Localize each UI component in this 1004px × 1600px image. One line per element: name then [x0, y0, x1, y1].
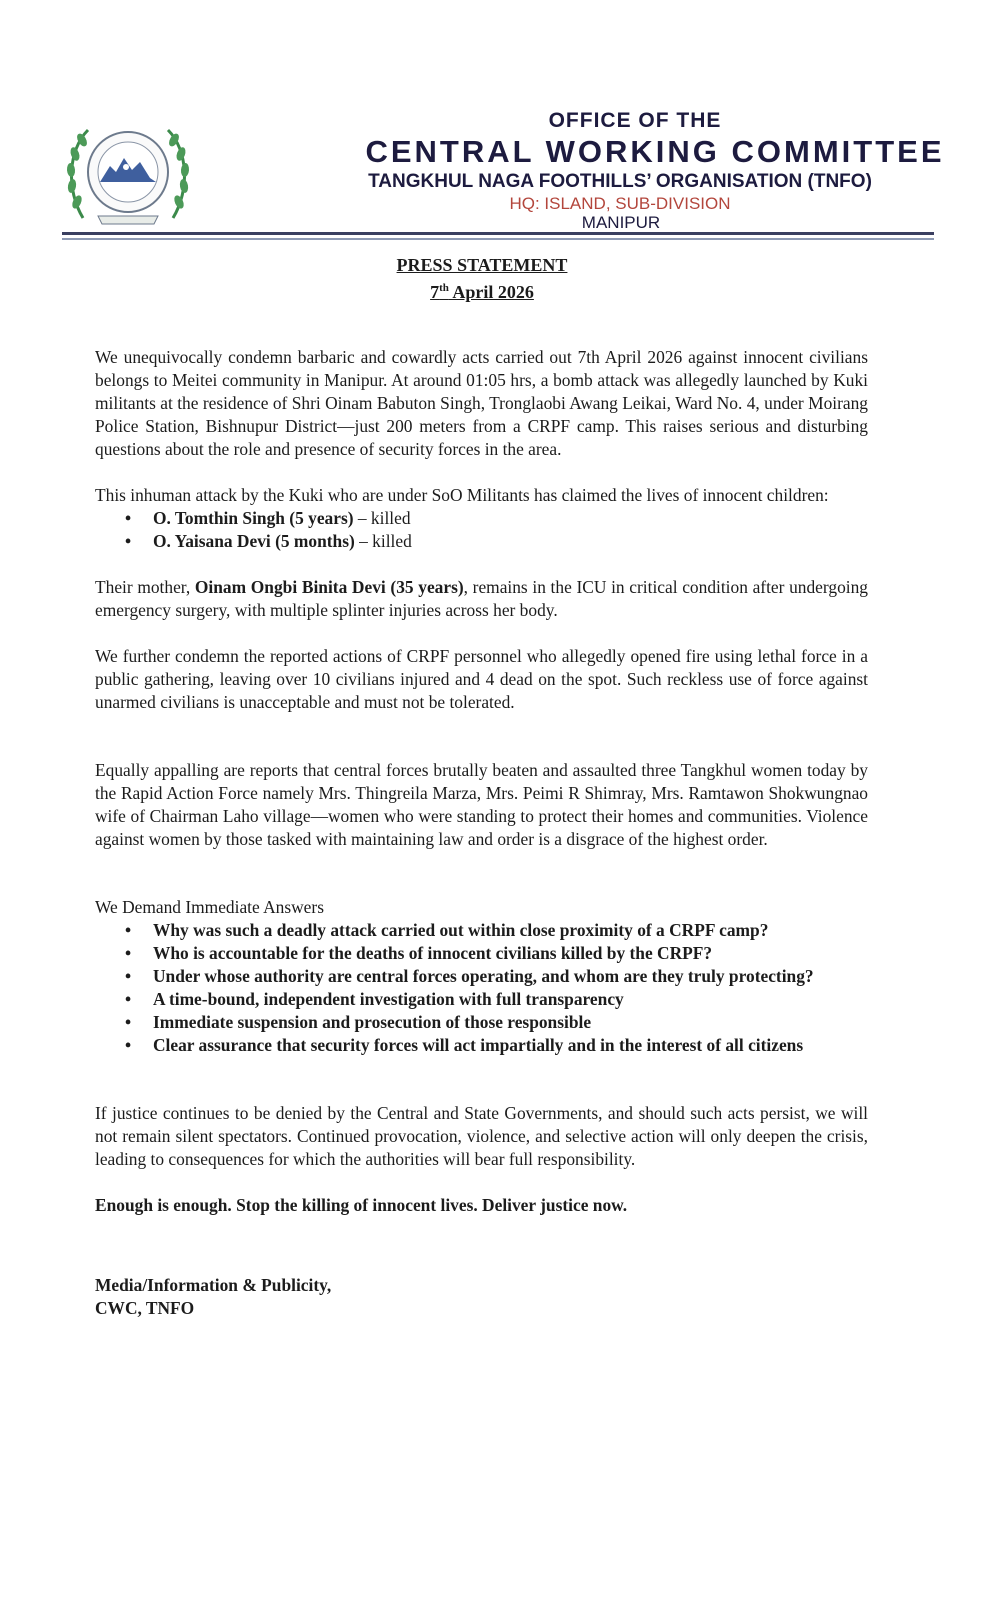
signature-line-1: Media/Information & Publicity,: [95, 1275, 332, 1295]
header-divider: [62, 232, 934, 235]
paragraph-women-assault: Equally appalling are reports that central forces brutally beaten and assaulted three Tangkhul women today by the Rapid Action Force namely Mrs. Thingreila Marza, Mrs. Peimi R Shimray, Mrs. Ramtawon Shokwungnao wife of Chairman Laho village—women who were standing to protect their homes and communities. Violence against women by those tasked with maintaining law and order is a disgrace of the highest order.: [95, 760, 868, 849]
statement-body: [95, 346, 868, 1320]
page-title: PRESS STATEMENT: [396, 255, 568, 275]
victim-status: – killed: [354, 531, 412, 551]
paragraph-attack: We unequivocally condemn barbaric and cowardly acts carried out 7th April 2026 against innocent civilians belongs to Meitei community in Manipur. At around 01:05 hrs, a bomb attack was allegedly launched by Kuki militants at the residence of Shri Oinam Babuton Singh, Tronglaobi Awang Leikai, Ward No. 4, under Moirang Police Station, Bishnupur District—just 200 meters from a CRPF camp. This raises serious and disturbing questions about the role and presence of security forces in the area.: [95, 347, 868, 459]
list-item: • Why was such a deadly attack carried out within close proximity of a CRPF camp?: [125, 919, 868, 942]
header-divider-thin: [62, 238, 934, 240]
statement-heading: [0, 254, 964, 304]
text: Their mother,: [95, 577, 195, 597]
organisation-name: TANGKHUL NAGA FOOTHILLS’ ORGANISATION (TNFO): [368, 171, 872, 192]
list-item: • A time-bound, independent investigation with full transparency: [125, 988, 868, 1011]
date-rest: April 2026: [448, 282, 534, 302]
victim-name: O. Tomthin Singh (5 years): [153, 508, 354, 528]
victim-status: – killed: [353, 508, 411, 528]
paragraph-victims-intro: This inhuman attack by the Kuki who are under SoO Militants has claimed the lives of innocent children:: [95, 485, 829, 505]
paragraph-mother: [95, 576, 868, 622]
text: , remains in the ICU in critical condition after undergoing emergency surgery, with multiple splinter injuries across her body.: [95, 577, 868, 620]
letterhead: [0, 0, 1004, 250]
headquarters: HQ: ISLAND, SUB-DIVISION: [509, 194, 731, 213]
date-suffix: th: [439, 282, 449, 294]
list-item: • Immediate suspension and prosecution of those responsible: [125, 1011, 868, 1034]
list-item: • Who is accountable for the deaths of innocent civilians killed by the CRPF?: [125, 942, 868, 965]
list-item: [125, 530, 868, 553]
office-line: OFFICE OF THE: [548, 109, 722, 132]
closing-statement: Enough is enough. Stop the killing of innocent lives. Deliver justice now.: [95, 1195, 628, 1215]
victims-list: [95, 507, 868, 553]
list-item: • Clear assurance that security forces will act impartially and in the interest of all citizens: [125, 1034, 868, 1057]
signature-line-2: CWC, TNFO: [95, 1298, 195, 1318]
victim-name: O. Yaisana Devi (5 months): [153, 531, 355, 551]
date-day: 7: [430, 282, 440, 302]
mother-name: Oinam Ongbi Binita Devi (35 years): [194, 577, 464, 597]
demands-list: [95, 919, 868, 1057]
state: MANIPUR: [581, 213, 661, 232]
committee-name: CENTRAL WORKING COMMITTEE: [365, 134, 945, 169]
paragraph-crpf: We further condemn the reported actions of CRPF personnel who allegedly opened fire using lethal force in a public gathering, leaving over 10 civilians injured and 4 dead on the spot. Such reckless use of force against unarmed civilians is unacceptable and must not be tolerated.: [95, 646, 868, 712]
letterhead-text: [200, 108, 960, 233]
organisation-emblem-icon: [58, 120, 198, 230]
list-item: • Under whose authority are central forces operating, and whom are they truly protecting?: [125, 965, 868, 988]
statement-date: [0, 276, 964, 304]
demands-heading: We Demand Immediate Answers: [95, 897, 324, 917]
list-item: [125, 507, 868, 530]
paragraph-warning: If justice continues to be denied by the Central and State Governments, and should such acts persist, we will not remain silent spectators. Continued provocation, violence, and selective action will only deepen the crisis, leading to consequences for which the authorities will bear full responsibility.: [95, 1103, 868, 1169]
